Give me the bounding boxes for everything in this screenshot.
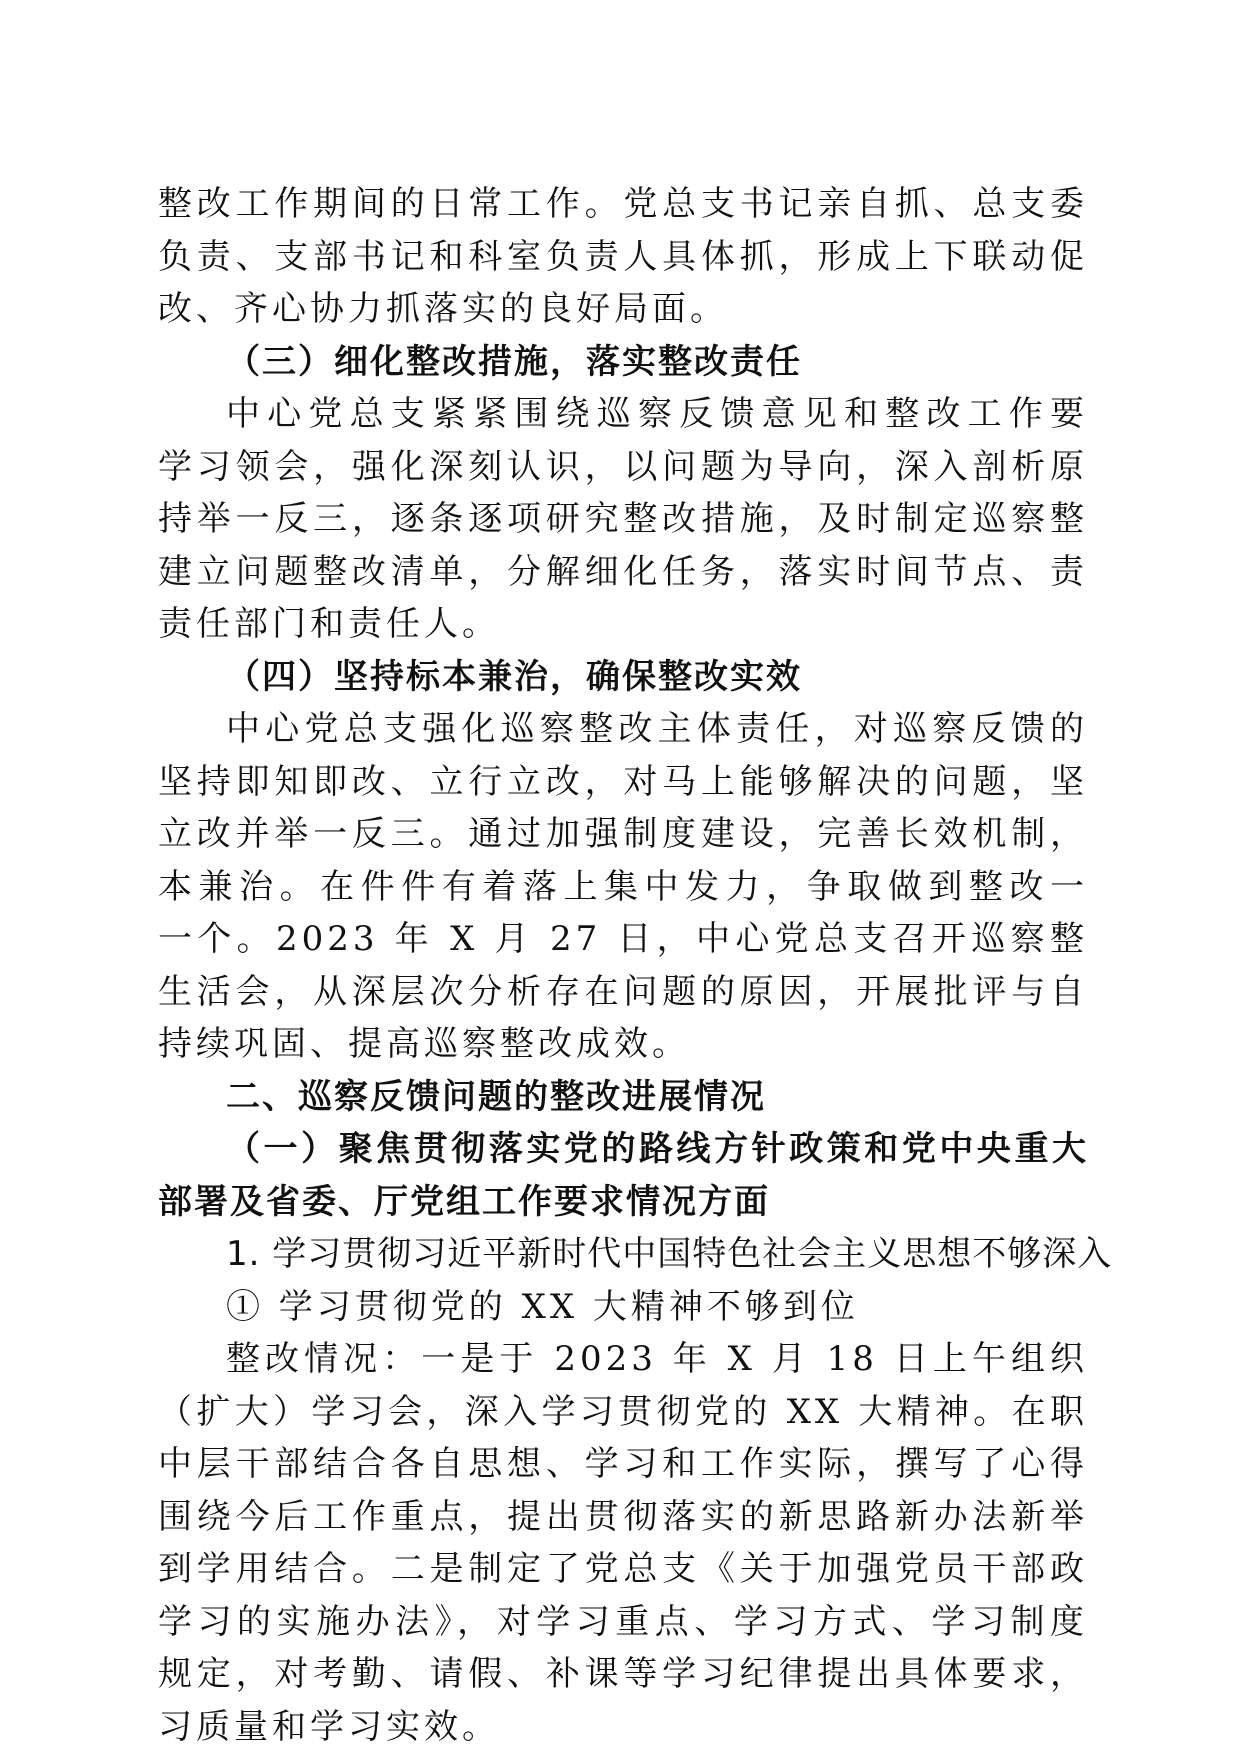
body-line: 持举一反三，逐条逐项研究整改措施，及时制定巡察整 (158, 499, 1088, 539)
body-line: 中层干部结合各自思想、学习和工作实际，撰写了心得 (158, 1444, 1088, 1484)
body-line: 改、齐心协力抓落实的良好局面。 (158, 289, 728, 329)
body-line: 责任部门和责任人。 (158, 604, 500, 644)
subsection-heading: （一）聚焦贯彻落实党的路线方针政策和党中央重大 (226, 1129, 1088, 1169)
section-heading-2: 二、巡察反馈问题的整改进展情况 (226, 1076, 766, 1117)
body-line: （扩大）学习会，深入学习贯彻党的 XX 大精神。在职 (158, 1391, 1088, 1432)
body-line: 中心党总支强化巡察整改主体责任，对巡察反馈的 (226, 709, 1088, 749)
body-line: 学习领会，强化深刻认识，以问题为导向，深入剖析原 (158, 446, 1088, 487)
item-heading: 1. 学习贯彻习近平新时代中国特色社会主义思想不够深入 (226, 1234, 1113, 1274)
body-line: 中心党总支紧紧围绕巡察反馈意见和整改工作要 (226, 394, 1088, 434)
body-line: 负责、支部书记和科室负责人具体抓，形成上下联动促 (158, 236, 1088, 277)
body-line: 一个。2023 年 X 月 27 日，中心党总支召开巡察整 (158, 919, 1088, 959)
body-line: 整改工作期间的日常工作。党总支书记亲自抓、总支委 (158, 184, 1088, 224)
body-line: 建立问题整改清单，分解细化任务，落实时间节点、责 (158, 551, 1088, 592)
body-line: 持续巩固、提高巡察整改成效。 (158, 1024, 690, 1064)
document-body (158, 178, 1113, 1753)
body-line: 围绕今后工作重点，提出贯彻落实的新思路新办法新举 (158, 1496, 1088, 1537)
body-line: 生活会，从深层次分析存在问题的原因，开展批评与自 (158, 971, 1088, 1012)
body-line: 习质量和学习实效。 (158, 1706, 500, 1747)
section-heading-4: （四）坚持标本兼治，确保整改实效 (226, 656, 802, 697)
body-line: 整改情况：一是于 2023 年 X 月 18 日上午组织 (226, 1339, 1088, 1379)
body-line: 规定，对考勤、请假、补课等学习纪律提出具体要求， (158, 1654, 1088, 1694)
body-line: 坚持即知即改、立行立改，对马上能够解决的问题，坚 (158, 761, 1088, 802)
body-line: 本兼治。在件件有着落上集中发力，争取做到整改一 (158, 866, 1088, 907)
section-heading-3: （三）细化整改措施，落实整改责任 (226, 341, 802, 382)
body-line: 立改并举一反三。通过加强制度建设，完善长效机制， (158, 814, 1088, 854)
item-subheading: ① 学习贯彻党的 XX 大精神不够到位 (226, 1286, 859, 1327)
body-line: 学习的实施办法》，对学习重点、学习方式、学习制度 (158, 1601, 1088, 1642)
subsection-heading: 部署及省委、厅党组工作要求情况方面 (158, 1181, 770, 1222)
body-line: 到学用结合。二是制定了党总支《关于加强党员干部政 (158, 1549, 1088, 1589)
